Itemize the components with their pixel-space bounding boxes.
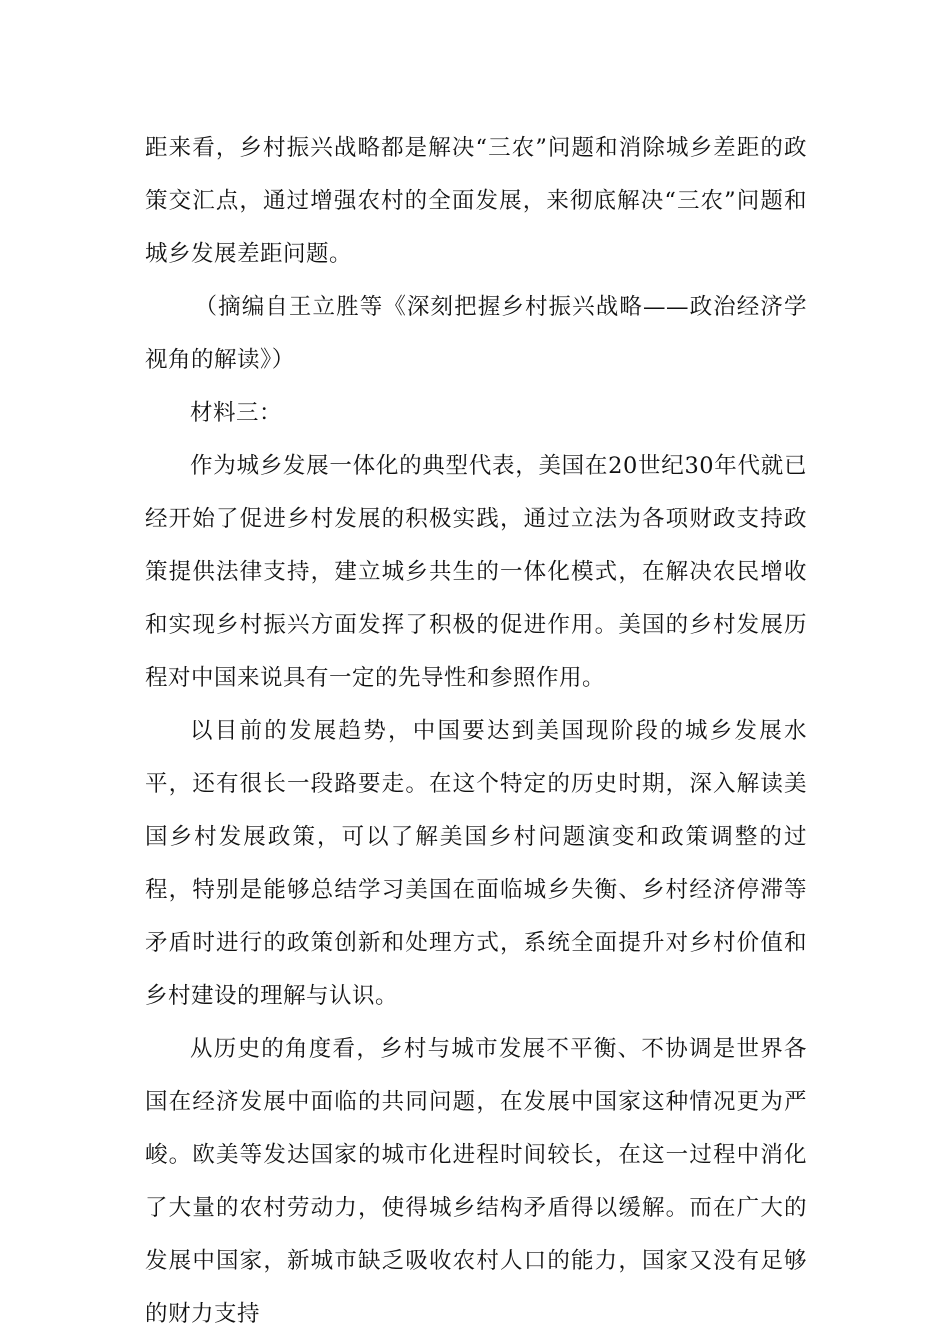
section-heading-material-three: 材料三： (190, 400, 283, 426)
paragraph-us-rural-development: 作为城乡发展一体化的典型代表，美国在20世纪30年代就已经开始了促进乡村发展的积极实践，通过立法为各项财政支持政策提供法律支持，建立城乡共生的一体化模式，在解决农民增收和实现乡村振兴方面发挥了积极的促进作用。美国的乡村发展历程对中国来说具有一定的先导性和参照作用。 (145, 453, 807, 691)
source-citation: （摘编自王立胜等《深刻把握乡村振兴战略——政治经济学视角的解读》） (145, 294, 807, 373)
paragraph-china-development-trend: 以目前的发展趋势，中国要达到美国现阶段的城乡发展水平，还有很长一段路要走。在这个特定的历史时期，深入解读美国乡村发展政策，可以了解美国乡村问题演变和政策调整的过程，特别是能够总结学习美国在面临城乡失衡、乡村经济停滞等矛盾时进行的政策创新和处理方式，系统全面提升对乡村价值和乡村建设的理解与认识。 (145, 718, 807, 1009)
paragraph-continuation: 距来看，乡村振兴战略都是解决“三农”问题和消除城乡差距的政策交汇点，通过增强农村的全面发展，来彻底解决“三农”问题和城乡发展差距问题。 (145, 135, 807, 267)
paragraph-historical-perspective: 从历史的角度看，乡村与城市发展不平衡、不协调是世界各国在经济发展中面临的共同问题，在发展中国家这种情况更为严峻。欧美等发达国家的城市化进程时间较长，在这一过程中消化了大量的农村劳动力，使得城乡结构矛盾得以缓解。而在广大的发展中国家，新城市缺乏吸收农村人口的能力，国家又没有足够的财力支持 (145, 1036, 807, 1327)
document-body (145, 122, 807, 1341)
